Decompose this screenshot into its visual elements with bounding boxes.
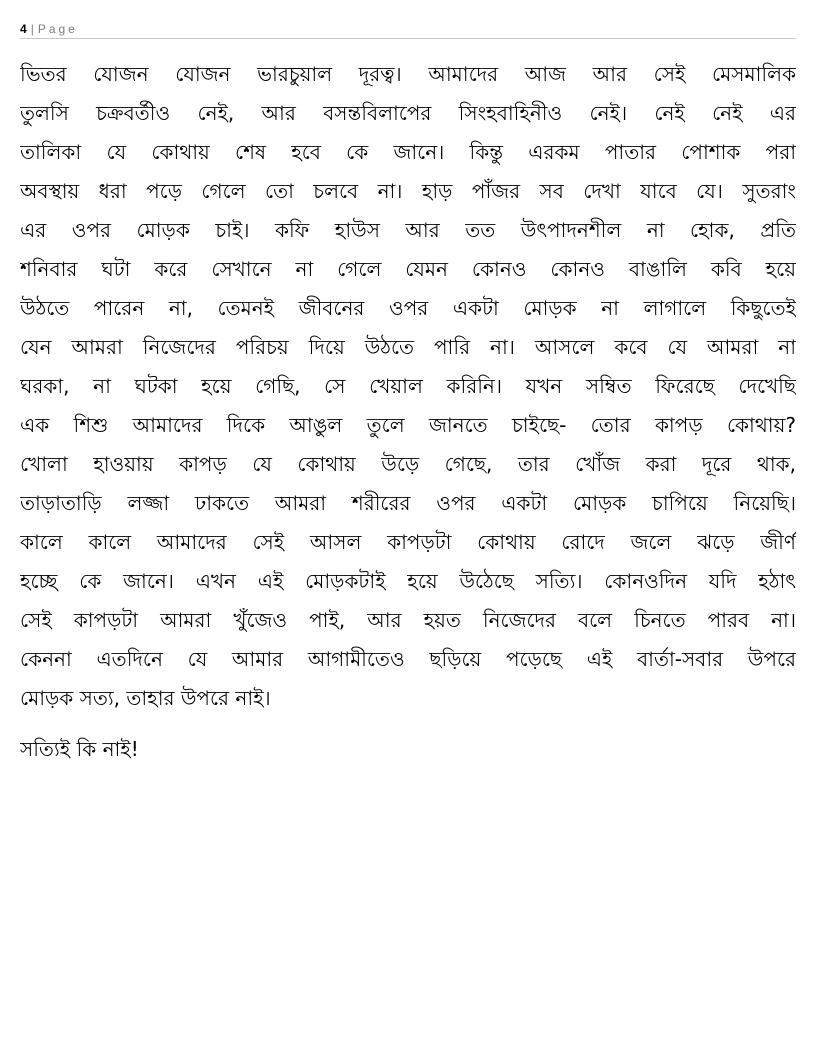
text-line: সেই কাপড়টা আমরা খুঁজেও পাই, আর হয়ত নিজেদের বলে চিনতে পারব না।	[20, 608, 796, 632]
page-label: Page	[37, 22, 78, 36]
text-line: মোড়ক সত্য, তাহার উপরে নাই।	[20, 686, 271, 710]
text-line: ভিতর যোজন যোজন ভারচুয়াল দূরত্ব। আমাদের আজ আর সেই মেসমালিক	[20, 62, 796, 86]
text-line: ঘরকা, না ঘটকা হয়ে গেছি, সে খেয়াল করিনি। যখন সম্বিত ফিরেছে দেখেছি	[20, 374, 796, 398]
document-body	[20, 55, 796, 769]
text-line: সত্যিই কি নাই!	[20, 737, 139, 761]
paragraph-closing	[20, 730, 796, 769]
text-line: তাড়াতাড়ি লজ্জা ঢাকতে আমরা শরীরের ওপর একটা মোড়ক চাপিয়ে নিয়েছি।	[20, 491, 796, 515]
paragraph-main	[20, 55, 796, 718]
text-line: অবস্থায় ধরা পড়ে গেলে তো চলবে না। হাড় পাঁজর সব দেখা যাবে যে। সুতরাং	[20, 179, 796, 203]
text-line: তালিকা যে কোথায় শেষ হবে কে জানে। কিন্তু এরকম পাতার পোশাক পরা	[20, 140, 796, 164]
text-line: এক শিশু আমাদের দিকে আঙুল তুলে জানতে চাইছে- তোর কাপড় কোথায়?	[20, 413, 796, 437]
page-header	[20, 20, 796, 39]
text-line: এর ওপর মোড়ক চাই। কফি হাউস আর তত উৎপাদনশীল না হোক, প্রতি	[20, 218, 796, 242]
text-line: কালে কালে আমাদের সেই আসল কাপড়টা কোথায় রোদে জলে ঝড়ে জীর্ণ	[20, 530, 796, 554]
text-line: কেননা এতদিনে যে আমার আগামীতেও ছড়িয়ে পড়েছে এই বার্তা-সবার উপরে	[20, 647, 796, 671]
text-line: তুলসি চক্রবর্তীও নেই, আর বসন্তবিলাপের সিংহবাহিনীও নেই। নেই নেই এর	[20, 101, 796, 125]
text-line: খোলা হাওয়ায় কাপড় যে কোথায় উড়ে গেছে, তার খোঁজ করা দূরে থাক,	[20, 452, 796, 476]
text-line: উঠতে পারেন না, তেমনই জীবনের ওপর একটা মোড়ক না লাগালে কিছুতেই	[20, 296, 796, 320]
page-number: 4	[20, 22, 27, 36]
text-line: হচ্ছে কে জানে। এখন এই মোড়কটাই হয়ে উঠেছে সত্যি। কোনওদিন যদি হঠাৎ	[20, 569, 796, 593]
text-line: শনিবার ঘটা করে সেখানে না গেলে যেমন কোনও কোনও বাঙালি কবি হয়ে	[20, 257, 796, 281]
header-separator: |	[30, 22, 34, 36]
text-line: যেন আমরা নিজেদের পরিচয় দিয়ে উঠতে পারি না। আসলে কবে যে আমরা না	[20, 335, 796, 359]
